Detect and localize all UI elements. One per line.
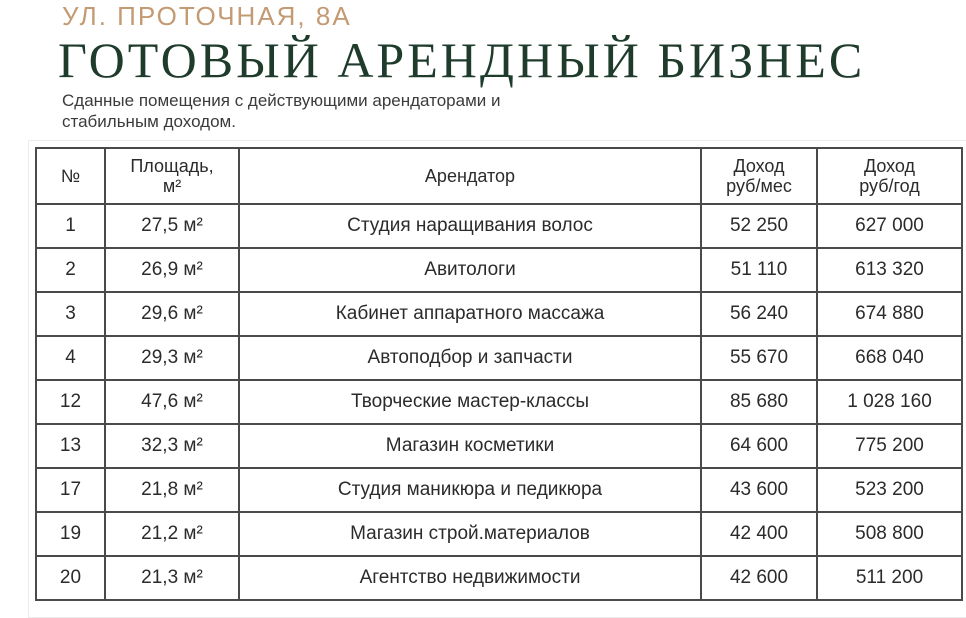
cell-tenant: Автоподбор и запчасти — [239, 336, 701, 380]
cell-income-year: 508 800 — [817, 512, 962, 556]
cell-income-month: 42 600 — [701, 556, 817, 600]
rental-table — [35, 147, 963, 601]
cell-income-year: 674 880 — [817, 292, 962, 336]
header-income-year — [817, 148, 962, 204]
cell-area: 29,3 м² — [105, 336, 239, 380]
header-income-year-unit: руб/год — [859, 176, 920, 196]
page-title: ГОТОВЫЙ АРЕНДНЫЙ БИЗНЕС — [58, 32, 866, 88]
cell-income-year: 627 000 — [817, 204, 962, 248]
cell-tenant: Авитологи — [239, 248, 701, 292]
header-income-month — [701, 148, 817, 204]
cell-income-month: 56 240 — [701, 292, 817, 336]
table-row — [36, 292, 962, 336]
header-area — [105, 148, 239, 204]
header-area-unit: м² — [162, 176, 182, 196]
cell-number: 20 — [36, 556, 105, 600]
cell-area: 29,6 м² — [105, 292, 239, 336]
cell-area: 32,3 м² — [105, 424, 239, 468]
header-tenant: Арендатор — [239, 148, 701, 204]
header-number: № — [36, 148, 105, 204]
cell-number: 12 — [36, 380, 105, 424]
cell-number: 4 — [36, 336, 105, 380]
cell-income-year: 1 028 160 — [817, 380, 962, 424]
table-row — [36, 556, 962, 600]
cell-income-month: 85 680 — [701, 380, 817, 424]
cell-area: 21,8 м² — [105, 468, 239, 512]
header-income-month-unit: руб/мес — [726, 176, 792, 196]
cell-income-year: 511 200 — [817, 556, 962, 600]
cell-tenant: Студия маникюра и педикюра — [239, 468, 701, 512]
cell-area: 47,6 м² — [105, 380, 239, 424]
cell-income-month: 43 600 — [701, 468, 817, 512]
header-income-month-label: Доход — [733, 156, 785, 176]
table-header-row — [36, 148, 962, 204]
cell-income-year: 668 040 — [817, 336, 962, 380]
table-row — [36, 248, 962, 292]
table-row — [36, 204, 962, 248]
cell-number: 2 — [36, 248, 105, 292]
cell-tenant: Студия наращивания волос — [239, 204, 701, 248]
table-row — [36, 468, 962, 512]
table-row — [36, 512, 962, 556]
cell-number: 13 — [36, 424, 105, 468]
header-area-label: Площадь, — [130, 156, 214, 176]
cell-tenant: Магазин косметики — [239, 424, 701, 468]
cell-tenant: Кабинет аппаратного массажа — [239, 292, 701, 336]
cell-income-month: 64 600 — [701, 424, 817, 468]
cell-area: 21,3 м² — [105, 556, 239, 600]
cell-tenant: Агентство недвижимости — [239, 556, 701, 600]
cell-income-year: 775 200 — [817, 424, 962, 468]
cell-income-month: 52 250 — [701, 204, 817, 248]
cell-number: 17 — [36, 468, 105, 512]
header-income-year-label: Доход — [863, 156, 916, 176]
cell-number: 3 — [36, 292, 105, 336]
cell-income-month: 42 400 — [701, 512, 817, 556]
cell-income-year: 613 320 — [817, 248, 962, 292]
cell-number: 19 — [36, 512, 105, 556]
page-subtitle — [62, 90, 762, 132]
cell-income-month: 55 670 — [701, 336, 817, 380]
cell-area: 21,2 м² — [105, 512, 239, 556]
cell-area: 27,5 м² — [105, 204, 239, 248]
cell-income-year: 523 200 — [817, 468, 962, 512]
cell-area: 26,9 м² — [105, 248, 239, 292]
cell-income-month: 51 110 — [701, 248, 817, 292]
subtitle-line-2: стабильным доходом. — [62, 112, 236, 131]
table-row — [36, 424, 962, 468]
table-row — [36, 336, 962, 380]
cell-number: 1 — [36, 204, 105, 248]
table-row — [36, 380, 962, 424]
cell-tenant: Магазин строй.материалов — [239, 512, 701, 556]
subtitle-line-1: Сданные помещения с действующими арендаторами и — [62, 91, 501, 110]
address-heading: УЛ. ПРОТОЧНАЯ, 8А — [62, 1, 352, 31]
cell-tenant: Творческие мастер-классы — [239, 380, 701, 424]
